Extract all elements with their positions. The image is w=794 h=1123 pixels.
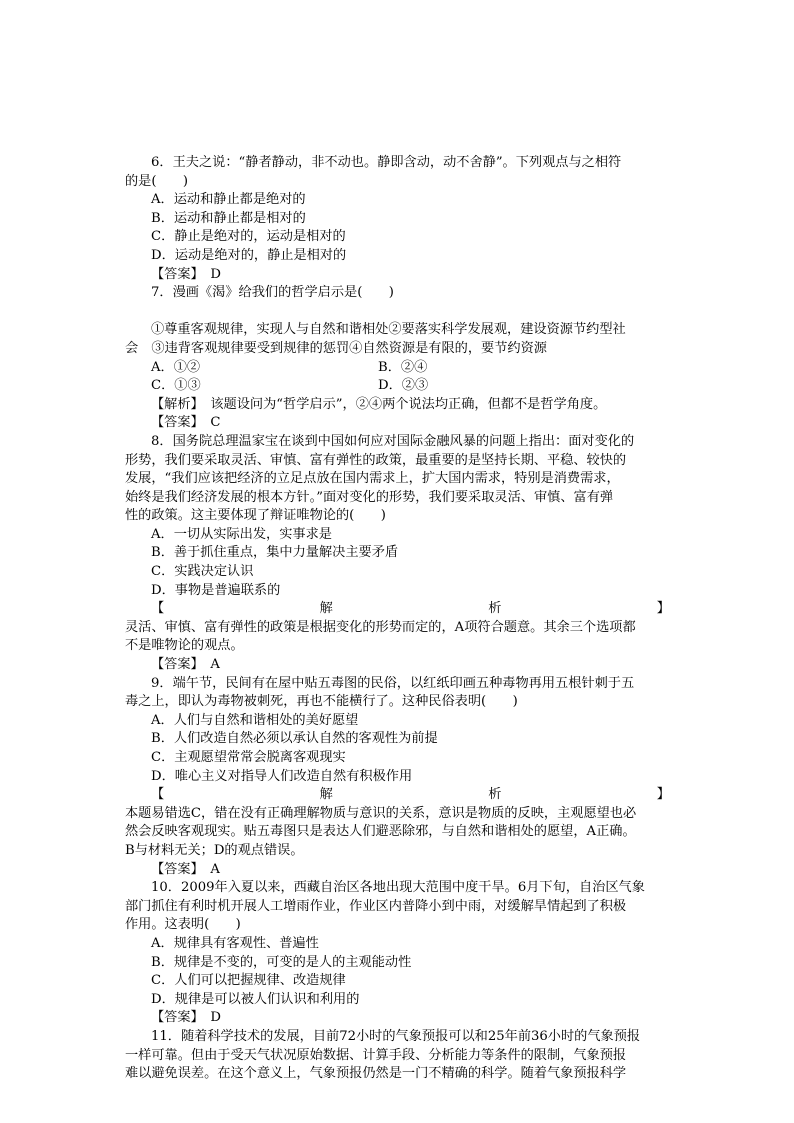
document-page bbox=[125, 154, 670, 1084]
q9-stem-line2: 毒之上，即认为毒物被刺死，再也不能横行了。这种民俗表明( ) bbox=[125, 694, 518, 710]
q9-option-a: A．人们与自然和谐相处的美好愿望 bbox=[151, 712, 359, 728]
q10-stem-line1: 10．2009年入夏以来，西藏自治区各地出现大范围中度干旱。6月下旬，自治区气象 bbox=[151, 880, 645, 896]
q7-statements-line1: ①尊重客观规律，实现人与自然和谐相处②要落实科学发展观，建设资源节约型社 bbox=[151, 322, 626, 338]
q6-option-c: C．静止是绝对的，运动是相对的 bbox=[151, 229, 346, 245]
q7-analysis: 【解析】 该题设问为“哲学启示”，②④两个说法均正确，但都不是哲学角度。 bbox=[151, 396, 607, 412]
q9-option-b: B．人们改造自然必须以承认自然的客观性为前提 bbox=[151, 731, 438, 747]
q9-analysis-line1: 本题易错选C，错在没有正确理解物质与意识的关系，意识是物质的反映，主观愿望也必 bbox=[125, 805, 637, 821]
q7-option-b: B．②④ bbox=[378, 359, 428, 375]
bracket-close: 】 bbox=[656, 787, 670, 803]
q10-option-d: D．规律是可以被人们认识和利用的 bbox=[151, 991, 360, 1007]
q7-answer: 【答案】 C bbox=[151, 415, 221, 431]
q6-option-a: A．运动和静止都是绝对的 bbox=[151, 192, 306, 208]
q7-option-c: C．①③ bbox=[151, 378, 201, 394]
q9-analysis-line3: B与材料无关；D的观点错误。 bbox=[125, 842, 304, 858]
q8-analysis-line1: 灵活、审慎、富有弹性的政策是根据变化的形势而定的，A项符合题意。其余三个选项都 bbox=[125, 619, 636, 635]
q9-analysis-heading bbox=[125, 786, 670, 805]
q10-stem-line2: 部门抓住有利时机开展人工增雨作业，作业区内普降小到中雨，对缓解旱情起到了积极 bbox=[125, 898, 627, 914]
q7-stem: 7．漫画《渴》给我们的哲学启示是( ) bbox=[151, 285, 394, 301]
q8-analysis-line2: 不是唯物论的观点。 bbox=[125, 638, 244, 654]
q6-stem-line2: 的是( ) bbox=[125, 173, 189, 189]
q10-option-c: C．人们可以把握规律、改造规律 bbox=[151, 973, 346, 989]
heading-char: 析 bbox=[488, 601, 502, 617]
q10-option-a: A．规律具有客观性、普遍性 bbox=[151, 935, 319, 951]
q9-option-d: D．唯心主义对指导人们改造自然有积极作用 bbox=[151, 768, 413, 784]
heading-char: 析 bbox=[488, 787, 502, 803]
q11-stem-line3: 难以避免误差。在这个意义上，气象预报仍然是一门不精确的科学。随着气象预报科学 bbox=[125, 1066, 627, 1082]
q7-statements-line2: 会 ③违背客观规律要受到规律的惩罚④自然资源是有限的，要节约资源 bbox=[125, 340, 547, 356]
q9-answer: 【答案】 A bbox=[151, 861, 220, 877]
bracket-close: 】 bbox=[656, 601, 670, 617]
q8-analysis-heading bbox=[125, 600, 670, 619]
heading-char: 解 bbox=[319, 787, 333, 803]
q8-option-c: C．实践决定认识 bbox=[151, 564, 254, 580]
q8-stem-line5: 性的政策。这主要体现了辩证唯物论的( ) bbox=[125, 508, 386, 524]
q11-stem-line2: 一样可靠。但由于受天气状况原始数据、计算手段、分析能力等条件的限制，气象预报 bbox=[125, 1047, 627, 1063]
q8-option-b: B．善于抓住重点，集中力量解决主要矛盾 bbox=[151, 545, 399, 561]
q8-option-d: D．事物是普遍联系的 bbox=[151, 582, 281, 598]
q7-option-a: A．①② bbox=[151, 359, 201, 375]
q7-cartoon-space bbox=[125, 303, 670, 322]
q8-stem-line4: 始终是我们经济发展的根本方针。”面对变化的形势，我们要采取灵活、审慎、富有弹 bbox=[125, 489, 614, 505]
q9-analysis-line2: 然会反映客观现实。贴五毒图只是表达人们避恶除邪，与自然和谐相处的愿望，A正确。 bbox=[125, 824, 636, 840]
q8-stem-line1: 8．国务院总理温家宝在谈到中国如何应对国际金融风暴的问题上指出：面对变化的 bbox=[151, 433, 635, 449]
q7-options-row2 bbox=[125, 377, 670, 396]
q8-option-a: A．一切从实际出发，实事求是 bbox=[151, 526, 332, 542]
q10-option-b: B．规律是不变的，可变的是人的主观能动性 bbox=[151, 954, 412, 970]
heading-char: 解 bbox=[319, 601, 333, 617]
q6-option-d: D．运动是绝对的，静止是相对的 bbox=[151, 247, 347, 263]
q8-answer: 【答案】 A bbox=[151, 657, 220, 673]
q6-answer: 【答案】 D bbox=[151, 266, 221, 282]
q10-answer: 【答案】 D bbox=[151, 1010, 221, 1026]
q6-stem-line1: 6．王夫之说：“静者静动，非不动也。静即含动，动不舍静”。下列观点与之相符 bbox=[151, 155, 622, 170]
bracket-open: 【 bbox=[151, 787, 165, 803]
q9-option-c: C．主观愿望常常会脱离客观现实 bbox=[151, 750, 346, 765]
q8-stem-line2: 形势，我们要采取灵活、审慎、富有弹性的政策，最重要的是坚持长期、平稳、较快的 bbox=[125, 452, 627, 468]
q6-option-b: B．运动和静止都是相对的 bbox=[151, 210, 306, 226]
q9-stem-line1: 9．端午节，民间有在屋中贴五毒图的民俗，以红纸印画五种毒物再用五根针刺于五 bbox=[151, 675, 635, 691]
q8-stem-line3: 发展，“我们应该把经济的立足点放在国内需求上，扩大国内需求，特别是消费需求， bbox=[125, 471, 620, 487]
q10-stem-line3: 作用。这表明( ) bbox=[125, 917, 241, 933]
q7-option-d: D．②③ bbox=[378, 378, 429, 394]
q11-stem-line1: 11．随着科学技术的发展，目前72小时的气象预报可以和25年前36小时的气象预报 bbox=[151, 1028, 641, 1044]
bracket-open: 【 bbox=[151, 601, 165, 617]
q7-options-row1 bbox=[125, 359, 670, 378]
